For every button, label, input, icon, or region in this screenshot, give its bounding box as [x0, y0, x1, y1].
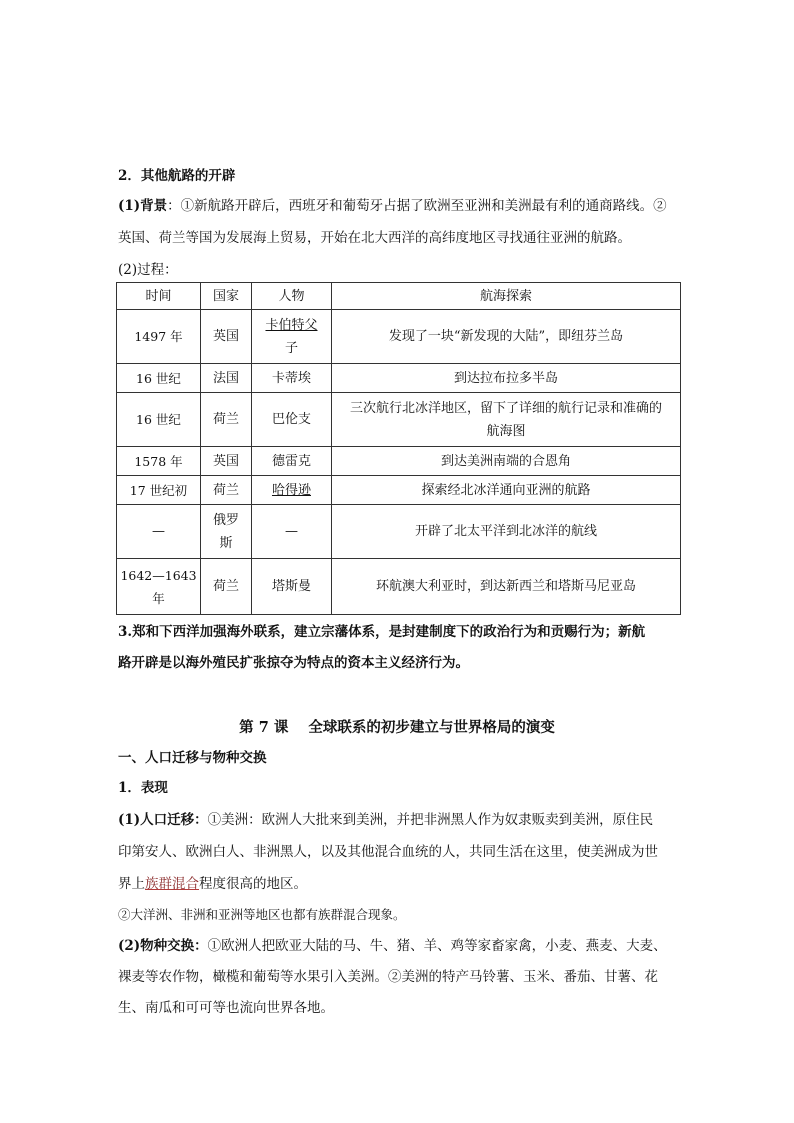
- cell-time: 16 世纪: [117, 364, 201, 393]
- migration-text-3a: 界上: [118, 876, 145, 892]
- cell-exploration: 开辟了北太平洋到北冰洋的航线: [332, 505, 681, 559]
- cell-person: [252, 476, 332, 505]
- species-label: (2)物种交换：: [118, 938, 208, 954]
- migration-line-4: ②大洋洲、非洲和亚洲等地区也都有族群混合现象。: [118, 907, 406, 922]
- table-row: [117, 505, 681, 559]
- person-link-cabot[interactable]: 卡伯特父: [265, 317, 318, 333]
- cell-country: 英国: [201, 310, 252, 364]
- country-russia-1: 俄罗: [212, 512, 239, 528]
- cell-exploration: [332, 393, 681, 447]
- table-row: [117, 310, 681, 364]
- table-row: [117, 476, 681, 505]
- table-header-row: [117, 283, 681, 310]
- comparison-line-1: 3.郑和下西洋加强海外联系，建立宗藩体系，是封建制度下的政治行为和贡赐行为；新航: [118, 624, 646, 640]
- ethnic-mixing-link[interactable]: 族群混合: [145, 876, 199, 892]
- cell-person: 巴伦支: [252, 393, 332, 447]
- lesson-name: 全球联系的初步建立与世界格局的演变: [308, 719, 555, 736]
- comparison-line-2: 路开辟是以海外殖民扩张掠夺为特点的资本主义经济行为。: [118, 655, 469, 671]
- species-text-1: ①欧洲人把欧亚大陆的马、牛、猪、羊、鸡等家畜家禽，小麦、燕麦、大麦、: [207, 938, 667, 954]
- header-exploration: 航海探索: [332, 283, 681, 310]
- cell-country: [201, 505, 252, 559]
- cell-country: 法国: [201, 364, 252, 393]
- header-person: 人物: [252, 283, 332, 310]
- migration-line-2: 印第安人、欧洲白人、非洲黑人，以及其他混合血统的人，共同生活在这里，使美洲成为世: [118, 844, 658, 860]
- cell-time: 1497 年: [117, 310, 201, 364]
- migration-text-3b: 程度很高的地区。: [199, 876, 307, 892]
- voyage-table: [116, 282, 681, 615]
- cell-time: [117, 559, 201, 615]
- migration-line-1: [118, 810, 653, 830]
- exploration-barents-2: 航海图: [486, 423, 526, 439]
- cell-person: 塔斯曼: [252, 559, 332, 615]
- cell-time: —: [117, 505, 201, 559]
- cell-person: 卡蒂埃: [252, 364, 332, 393]
- cell-time: 1578 年: [117, 447, 201, 476]
- species-line-1: [118, 936, 667, 956]
- time-tasman-1: 1642—1643: [120, 567, 197, 583]
- migration-label: (1)人口迁移：: [118, 812, 208, 828]
- lesson-number: 第 7 课: [239, 719, 289, 736]
- cell-exploration: 到达拉布拉多半岛: [332, 364, 681, 393]
- cell-exploration: 发现了一块“新发现的大陆”，即纽芬兰岛: [332, 310, 681, 364]
- cell-country: 荷兰: [201, 393, 252, 447]
- background-line-1: [118, 196, 667, 216]
- part-heading: 一、人口迁移与物种交换: [118, 750, 267, 766]
- exploration-barents-1: 三次航行北冰洋地区，留下了详细的航行记录和准确的: [349, 400, 662, 416]
- process-label: (2)过程：: [118, 262, 178, 278]
- background-line-2: 英国、荷兰等国为发展海上贸易，开始在北大西洋的高纬度地区寻找通往亚洲的航路。: [118, 230, 631, 246]
- table-row: [117, 447, 681, 476]
- cell-exploration: 探索经北冰洋通向亚洲的航路: [332, 476, 681, 505]
- cell-time: 17 世纪初: [117, 476, 201, 505]
- species-line-3: 生、南瓜和可可等也流向世界各地。: [118, 1000, 334, 1016]
- species-line-2: 裸麦等农作物，橄榄和葡萄等水果引入美洲。②美洲的特产马铃薯、玉米、番茄、甘薯、花: [118, 969, 658, 985]
- background-label: (1)背景: [118, 198, 168, 214]
- cell-country: 英国: [201, 447, 252, 476]
- migration-line-3: [118, 874, 307, 894]
- table-row: [117, 559, 681, 615]
- section-heading-other-routes: 2．其他航路的开辟: [118, 168, 236, 184]
- cell-time: 16 世纪: [117, 393, 201, 447]
- cell-country: 荷兰: [201, 476, 252, 505]
- table-row: [117, 393, 681, 447]
- header-time: 时间: [117, 283, 201, 310]
- subheading-manifestation: 1．表现: [118, 780, 168, 796]
- background-text-1: ：①新航路开辟后，西班牙和葡萄牙占据了欧洲至亚洲和美洲最有利的通商路线。②: [167, 198, 667, 214]
- person-link-hudson[interactable]: 哈得逊: [271, 482, 311, 498]
- table-row: [117, 364, 681, 393]
- country-russia-2: 斯: [219, 535, 233, 551]
- header-country: 国家: [201, 283, 252, 310]
- cell-person: [252, 310, 332, 364]
- cell-person: —: [252, 505, 332, 559]
- time-tasman-2: 年: [152, 590, 165, 606]
- cell-exploration: 到达美洲南端的合恩角: [332, 447, 681, 476]
- cell-country: 荷兰: [201, 559, 252, 615]
- person-cabot-cont: 子: [284, 340, 298, 356]
- cell-person: 德雷克: [252, 447, 332, 476]
- migration-text-1: ①美洲：欧洲人大批来到美洲，并把非洲黑人作为奴隶贩卖到美洲，原住民: [207, 812, 654, 828]
- lesson-title: [0, 716, 794, 737]
- cell-exploration: 环航澳大利亚时，到达新西兰和塔斯马尼亚岛: [332, 559, 681, 615]
